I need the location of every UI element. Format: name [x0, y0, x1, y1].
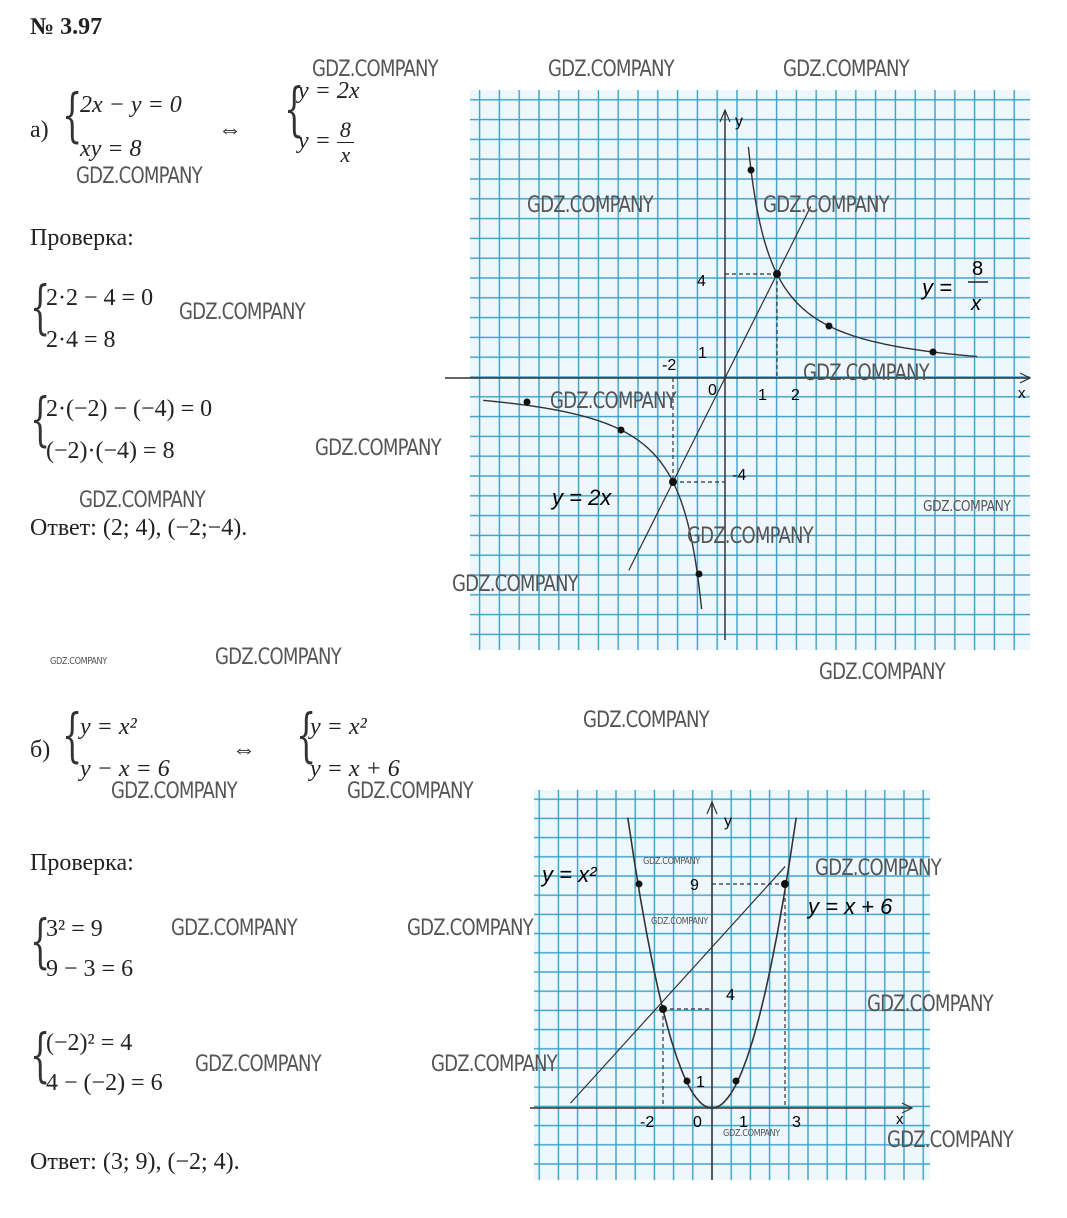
point-b-3-9 [781, 880, 789, 888]
watermark: GDZ.COMPANY [50, 656, 107, 667]
point-a-2-4 [773, 270, 781, 278]
watermark: GDZ.COMPANY [79, 488, 205, 513]
graph-a-line-label: y = 2x [552, 485, 612, 510]
graph-a-y-label: y [735, 113, 743, 130]
part-a-equiv-sign: ⇔ [218, 117, 242, 143]
graph-a-tick-m2: -2 [662, 357, 677, 374]
part-a-check2-line1: 2·(−2) − (−4) = 0 [46, 396, 213, 422]
watermark: GDZ.COMPANY [179, 300, 305, 325]
part-a-check1-brace: { [30, 273, 51, 341]
part-b-sys-right-2: y = x + 6 [310, 756, 400, 782]
part-b-equiv-sign: ⇔ [232, 737, 256, 763]
point-a-hyp-2 [826, 323, 833, 330]
graph-b-tick-0: 0 [693, 1114, 702, 1131]
part-b-check2-line1: (−2)² = 4 [46, 1030, 133, 1056]
part-a-sys-right-1: y = 2x [298, 78, 360, 104]
watermark: GDZ.COMPANY [687, 524, 813, 549]
point-a-hyp-6 [696, 571, 703, 578]
graph-b-tick-3: 3 [792, 1114, 801, 1131]
watermark: GDZ.COMPANY [431, 1052, 557, 1077]
watermark: GDZ.COMPANY [923, 497, 1011, 515]
part-b-sys-right-1: y = x² [310, 714, 367, 740]
watermark: GDZ.COMPANY [452, 572, 578, 597]
graph-a-tick-y4: 4 [697, 273, 706, 290]
point-a-hyp-3 [930, 349, 937, 356]
graph-a-tick-ym4: -4 [732, 467, 747, 484]
graph-b-tick-y4: 4 [726, 987, 735, 1004]
graph-a-hyperbola-label-den: x [971, 293, 981, 315]
graph-a-hyperbola-label-lhs: y = [922, 275, 952, 300]
watermark: GDZ.COMPANY [651, 916, 708, 927]
part-b-sys-left-1: y = x² [80, 714, 137, 740]
graph-a-tick-1: 1 [758, 387, 767, 404]
part-a-check2-line2: (−2)·(−4) = 8 [46, 438, 175, 464]
point-a-hyp-1 [748, 167, 755, 174]
point-b-m3-9 [636, 881, 643, 888]
watermark: GDZ.COMPANY [548, 57, 674, 82]
watermark: GDZ.COMPANY [315, 436, 441, 461]
point-b-1-1 [733, 1078, 740, 1085]
watermark: GDZ.COMPANY [76, 164, 202, 189]
graph-b-line-label: y = x + 6 [808, 894, 893, 919]
part-b-right-brace: { [296, 701, 317, 769]
watermark: GDZ.COMPANY [763, 193, 889, 218]
graph-a-hyperbola-label-num: 8 [972, 258, 984, 280]
graph-a-grid [470, 90, 1030, 650]
graph-b-tick-y1: 1 [696, 1074, 705, 1091]
watermark: GDZ.COMPANY [171, 916, 297, 941]
watermark: GDZ.COMPANY [215, 645, 341, 670]
part-b-check1-line1: 3² = 9 [46, 916, 103, 942]
watermark: GDZ.COMPANY [111, 779, 237, 804]
part-a-check1-line2: 2·4 = 8 [46, 327, 116, 353]
watermark: GDZ.COMPANY [643, 856, 700, 867]
part-a-check-label: Проверка: [30, 225, 134, 251]
graph-b-x-label: x [896, 1111, 904, 1128]
part-b-sys-left-2: y − x = 6 [80, 756, 170, 782]
watermark: GDZ.COMPANY [550, 389, 676, 414]
watermark: GDZ.COMPANY [783, 57, 909, 82]
watermark: GDZ.COMPANY [312, 57, 438, 82]
graph-a-tick-0: 0 [708, 382, 717, 399]
problem-number: № 3.97 [30, 14, 103, 40]
part-a-left-brace: { [62, 81, 83, 149]
part-a-sys-left-1: 2x − y = 0 [80, 92, 182, 118]
watermark: GDZ.COMPANY [887, 1128, 1013, 1153]
graph-b-grid [534, 790, 930, 1180]
graph-a-x-label: x [1018, 385, 1026, 402]
graph-b-parabola-label: y = x² [542, 862, 597, 887]
part-a-right-brace: { [284, 75, 305, 143]
part-b-check1-brace: { [30, 907, 51, 975]
part-a-check2-brace: { [30, 385, 51, 453]
watermark: GDZ.COMPANY [867, 992, 993, 1017]
part-a-check1-line1: 2·2 − 4 = 0 [46, 285, 154, 311]
part-a-sys-right-2-lhs: y = [298, 128, 331, 155]
part-b-label: б) [30, 737, 51, 763]
graph-b-tick-m2: -2 [640, 1114, 655, 1131]
part-a-fraction [337, 118, 354, 167]
part-a-label: а) [30, 117, 49, 143]
part-a-sys-right-2 [298, 118, 354, 167]
part-b-check1-line2: 9 − 3 = 6 [46, 956, 134, 982]
part-b-check2-line2: 4 − (−2) = 6 [46, 1070, 163, 1096]
point-b-m1-1 [684, 1078, 691, 1085]
graph-b-y-label: y [724, 813, 732, 830]
part-a-fraction-den: x [340, 142, 351, 168]
part-b-answer: Ответ: (3; 9), (−2; 4). [30, 1149, 240, 1175]
watermark: GDZ.COMPANY [815, 856, 941, 881]
point-a-hyp-5 [618, 427, 625, 434]
watermark: GDZ.COMPANY [407, 916, 533, 941]
point-a-m2-m4 [669, 478, 677, 486]
part-b-left-brace: { [62, 701, 83, 769]
watermark: GDZ.COMPANY [347, 779, 473, 804]
graph-b-tick-1: 1 [739, 1114, 748, 1131]
point-a-hyp-4 [524, 399, 531, 406]
part-a-answer: Ответ: (2; 4), (−2;−4). [30, 515, 248, 541]
watermark: GDZ.COMPANY [803, 361, 929, 386]
point-b-m2-4 [659, 1005, 667, 1013]
part-b-check-label: Проверка: [30, 850, 134, 876]
graph-b-tick-y9: 9 [690, 877, 699, 894]
part-a-sys-left-2: xy = 8 [80, 136, 142, 162]
watermark: GDZ.COMPANY [723, 1128, 780, 1139]
graph-a-tick-2: 2 [791, 387, 800, 404]
watermark: GDZ.COMPANY [195, 1052, 321, 1077]
part-b-check2-brace: { [30, 1021, 51, 1089]
watermark: GDZ.COMPANY [583, 708, 709, 733]
graph-a-tick-y1: 1 [698, 345, 707, 362]
part-a-fraction-num: 8 [337, 118, 354, 143]
watermark: GDZ.COMPANY [527, 193, 653, 218]
watermark: GDZ.COMPANY [819, 660, 945, 685]
